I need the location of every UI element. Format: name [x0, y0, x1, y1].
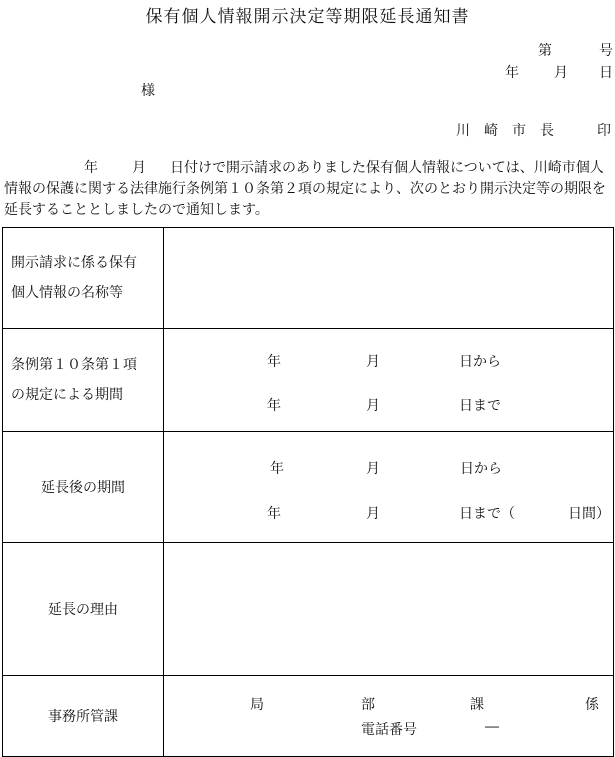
original-from-month: 月	[366, 354, 380, 370]
original-from-day: 日から	[459, 354, 501, 370]
label-reason-text: 延長の理由	[48, 602, 118, 618]
value-original-period[interactable]	[164, 329, 614, 432]
phone-dash: ―	[485, 719, 499, 735]
label-original-period-line2: の規定による期間	[11, 387, 123, 403]
label-department	[3, 676, 164, 757]
row-reason	[3, 543, 614, 676]
label-original-period	[3, 329, 164, 432]
number-dai: 第	[538, 43, 552, 59]
dept-bu: 部	[361, 697, 375, 713]
extended-from-month: 月	[366, 461, 380, 477]
extended-from-day: 日から	[460, 461, 502, 477]
original-to-year: 年	[267, 398, 281, 414]
original-to-day: 日まで	[459, 398, 501, 414]
value-reason[interactable]	[164, 543, 614, 676]
label-info-name-line2: 個人情報の名称等	[11, 285, 123, 301]
row-original-period	[3, 329, 614, 432]
row-department	[3, 676, 614, 757]
sender-name: 川 崎 市 長	[456, 123, 554, 139]
number-go: 号	[599, 43, 613, 59]
extended-from-year: 年	[270, 461, 284, 477]
addressee-suffix: 様	[141, 83, 155, 99]
label-extended-period	[3, 432, 164, 543]
seal-mark: 印	[597, 123, 611, 139]
extended-to-year: 年	[267, 506, 281, 522]
dept-kyoku: 局	[250, 697, 264, 713]
row-info-name	[3, 228, 614, 329]
notice-table	[2, 227, 614, 757]
value-department[interactable]	[164, 676, 614, 757]
label-department-text: 事務所管課	[48, 709, 118, 725]
label-reason	[3, 543, 164, 676]
notice-body	[4, 158, 614, 221]
body-text: 日付けで開示請求のありました保有個人情報については、川崎市個人情報の保護に関する法律施行条例第１０条第２項の規定により、次のとおり開示決定等の期限を延長することとしましたので通知します。	[4, 160, 606, 218]
label-info-name-line1: 開示請求に係る保有	[11, 255, 137, 271]
value-info-name[interactable]	[164, 228, 614, 329]
row-extended-period	[3, 432, 614, 543]
label-extended-period-text: 延長後の期間	[41, 480, 125, 496]
header-date-month: 月	[554, 65, 568, 81]
label-info-name	[3, 228, 164, 329]
extended-to-day: 日まで（	[459, 506, 515, 522]
original-to-month: 月	[366, 398, 380, 414]
header-date-day: 日	[599, 65, 613, 81]
extended-to-month: 月	[366, 506, 380, 522]
header-date-year: 年	[505, 65, 519, 81]
label-original-period-line1: 条例第１０条第１項	[11, 357, 137, 373]
body-month: 月	[132, 160, 146, 176]
value-extended-period[interactable]	[164, 432, 614, 543]
body-year: 年	[84, 160, 98, 176]
original-from-year: 年	[267, 354, 281, 370]
dept-kakari: 係	[585, 697, 599, 713]
dept-ka: 課	[470, 697, 484, 713]
phone-label: 電話番号	[361, 722, 417, 738]
extended-days: 日間）	[568, 506, 610, 522]
document-title: 保有個人情報開示決定等期限延長通知書	[145, 7, 470, 27]
